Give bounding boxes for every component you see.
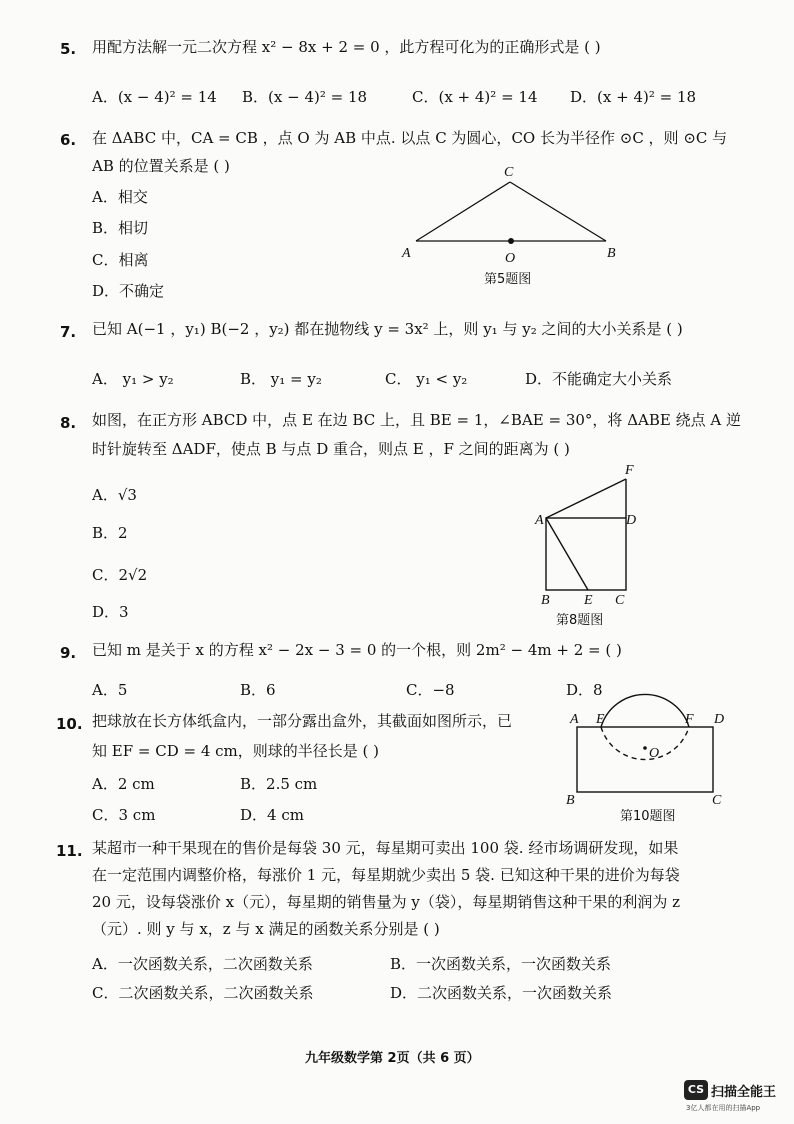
q8-label-a: A	[535, 513, 544, 528]
q9-option-a: A．5	[92, 681, 128, 699]
scanner-logo-icon: CS	[684, 1080, 708, 1100]
q6-option-d: D．不确定	[92, 282, 165, 300]
q7-number: 7.	[60, 323, 77, 341]
q10-stem-line1: 把球放在长方体纸盒内，一部分露出盒外，其截面如图所示，已	[92, 712, 513, 730]
q8-option-c: C．2√2	[92, 566, 148, 584]
page-footer: 九年级数学第 2页（共 6 页）	[305, 1051, 480, 1066]
q6-label-o: O	[505, 251, 516, 266]
q6-label-c: C	[504, 165, 514, 180]
q6-label-b: B	[607, 246, 616, 261]
q5-option-a: A．(x − 4)² = 14	[92, 88, 217, 106]
q9-option-d: D．8	[566, 681, 603, 699]
q8-option-b: B．2	[92, 524, 128, 542]
q11-stem-line2: 在一定范围内调整价格，每涨价 1 元，每星期就少卖出 5 袋. 已知这种干果的进价为每袋	[92, 866, 680, 884]
q11-stem-line3: 20 元，设每袋涨价 x（元），每星期的销售量为 y（袋），每星期销售这种干果的利润为 z	[92, 893, 680, 911]
q8-label-e: E	[584, 593, 593, 608]
q8-number: 8.	[60, 414, 77, 432]
q10-option-c: C．3 cm	[92, 806, 156, 824]
q6-number: 6.	[60, 131, 77, 149]
q11-stem-line4: （元）. 则 y 与 x，z 与 x 满足的函数关系分别是 ( )	[92, 920, 440, 938]
q10-number: 10.	[56, 715, 83, 733]
q9-number: 9.	[60, 644, 77, 662]
q8-label-b: B	[541, 593, 550, 608]
q8-label-f: F	[625, 463, 634, 478]
q5-number: 5.	[60, 40, 77, 58]
q10-label-d: D	[714, 712, 725, 727]
q11-option-a: A．一次函数关系，二次函数关系	[92, 955, 313, 973]
q10-label-b: B	[566, 793, 575, 808]
q8-option-d: D．3	[92, 603, 129, 621]
q8-caption: 第8题图	[556, 613, 604, 628]
q5-stem: 用配方法解一元二次方程 x² − 8x + 2 = 0 ，此方程可化为的正确形式是 ( )	[92, 38, 601, 56]
q8-label-c: C	[615, 593, 625, 608]
q11-option-b: B．一次函数关系，一次函数关系	[390, 955, 612, 973]
q11-stem-line1: 某超市一种干果现在的售价是每袋 30 元，每星期可卖出 100 袋. 经市场调研发现，如果	[92, 839, 679, 857]
q10-option-d: D．4 cm	[240, 806, 304, 824]
q8-option-a: A．√3	[92, 486, 137, 504]
q6-caption: 第5题图	[484, 272, 532, 287]
q6-stem-line1: 在 ΔABC 中，CA = CB ，点 O 为 AB 中点. 以点 C 为圆心，CO 长为半径作 ⊙C ，则 ⊙C 与	[92, 129, 728, 147]
q11-number: 11.	[56, 842, 83, 860]
q10-label-e: E	[596, 712, 605, 727]
q5-option-c: C．(x + 4)² = 14	[412, 88, 538, 106]
q6-option-b: B．相切	[92, 219, 149, 237]
q6-label-a: A	[402, 246, 411, 261]
q11-option-c: C．二次函数关系，二次函数关系	[92, 984, 314, 1002]
q10-label-o: O	[649, 746, 660, 761]
q8-label-d: D	[626, 513, 637, 528]
q7-option-c: C． y₁ < y₂	[385, 370, 468, 388]
q11-option-d: D．二次函数关系，一次函数关系	[390, 984, 613, 1002]
q10-center-o	[643, 746, 647, 750]
q5-option-b: B．(x − 4)² = 18	[242, 88, 368, 106]
q10-label-a: A	[570, 712, 579, 727]
q9-stem: 已知 m 是关于 x 的方程 x² − 2x − 3 = 0 的一个根，则 2m² − 4m + 2 = ( )	[92, 641, 622, 659]
q10-label-c: C	[712, 793, 722, 808]
q7-option-d: D．不能确定大小关系	[525, 370, 673, 388]
q10-option-b: B．2.5 cm	[240, 775, 318, 793]
q6-option-a: A．相交	[92, 188, 148, 206]
q7-option-b: B． y₁ = y₂	[240, 370, 322, 388]
q10-option-a: A．2 cm	[92, 775, 155, 793]
scanner-tagline: 3亿人都在用的扫描App	[686, 1104, 761, 1112]
q9-option-b: B．6	[240, 681, 276, 699]
q6-option-c: C．相离	[92, 251, 149, 269]
q7-stem: 已知 A(−1 ，y₁) B(−2 ，y₂) 都在抛物线 y = 3x² 上，则 y₁ 与 y₂ 之间的大小关系是 ( )	[92, 320, 683, 338]
q10-caption: 第10题图	[620, 809, 676, 824]
q6-stem-line2: AB 的位置关系是 ( )	[92, 157, 230, 175]
q10-label-f: F	[685, 712, 694, 727]
scanner-app-name: 扫描全能王	[711, 1085, 777, 1100]
q8-stem-line1: 如图，在正方形 ABCD 中，点 E 在边 BC 上，且 BE = 1，∠BAE = 30°，将 ΔABE 绕点 A 逆	[92, 411, 741, 429]
q9-option-c: C．−8	[406, 681, 455, 699]
q5-option-d: D．(x + 4)² = 18	[570, 88, 697, 106]
q10-stem-line2: 知 EF = CD = 4 cm，则球的半径长是 ( )	[92, 742, 380, 760]
q8-stem-line2: 时针旋转至 ΔADF，使点 B 与点 D 重合，则点 E ，F 之间的距离为 ( )	[92, 440, 570, 458]
q7-option-a: A． y₁ > y₂	[92, 370, 174, 388]
